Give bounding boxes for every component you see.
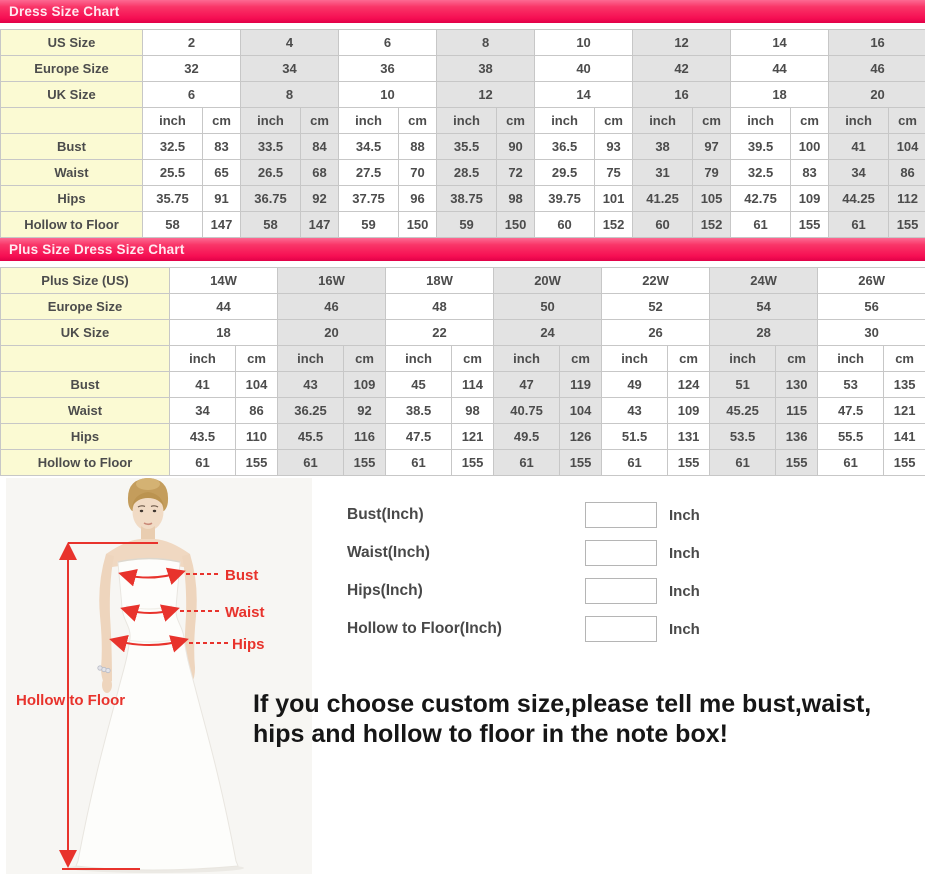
hollow-to-floor-input[interactable]	[585, 616, 657, 642]
measure-cell: 109	[344, 372, 386, 398]
measure-cell: 104	[560, 398, 602, 424]
size-cell: 26	[602, 320, 710, 346]
size-cell: 14	[535, 82, 633, 108]
size-cell: 12	[633, 30, 731, 56]
size-cell: 36	[339, 56, 437, 82]
measure-cell: 41	[170, 372, 236, 398]
measure-cell: 32.5	[731, 160, 791, 186]
size-cell: 22W	[602, 268, 710, 294]
measurement-guide-section	[0, 476, 925, 876]
unit-cell: inch	[386, 346, 452, 372]
size-cell: 20	[829, 82, 925, 108]
measure-cell: 53	[818, 372, 884, 398]
row-label: Hips	[1, 424, 170, 450]
size-cell: 14W	[170, 268, 278, 294]
size-cell: 38	[437, 56, 535, 82]
dress-model-photo	[0, 476, 320, 876]
unit-cell: inch	[278, 346, 344, 372]
row-label: Plus Size (US)	[1, 268, 170, 294]
measure-cell: 45	[386, 372, 452, 398]
measure-cell: 126	[560, 424, 602, 450]
measure-cell: 83	[203, 134, 241, 160]
unit-cell: inch	[143, 108, 203, 134]
measure-cell: 155	[791, 212, 829, 238]
size-cell: 18	[731, 82, 829, 108]
measure-cell: 49	[602, 372, 668, 398]
hollow-to-floor-field-row	[347, 615, 700, 643]
row-label: UK Size	[1, 320, 170, 346]
unit-cell: cm	[693, 108, 731, 134]
measure-cell: 155	[884, 450, 925, 476]
table-row	[1, 398, 925, 424]
measure-cell: 36.5	[535, 134, 595, 160]
measure-cell: 121	[884, 398, 925, 424]
measure-cell: 43	[278, 372, 344, 398]
table-row	[1, 212, 925, 238]
size-cell: 44	[170, 294, 278, 320]
unit-cell: inch	[170, 346, 236, 372]
size-cell: 16W	[278, 268, 386, 294]
size-cell: 46	[829, 56, 925, 82]
size-cell: 24W	[710, 268, 818, 294]
measure-cell: 61	[710, 450, 776, 476]
custom-size-form	[347, 501, 700, 653]
hips-annotation-label: Hips	[232, 636, 265, 653]
size-cell: 16	[829, 30, 925, 56]
measure-cell: 42.75	[731, 186, 791, 212]
measure-cell: 60	[535, 212, 595, 238]
measure-cell: 27.5	[339, 160, 399, 186]
measure-cell: 47	[494, 372, 560, 398]
measure-cell: 43	[602, 398, 668, 424]
size-cell: 40	[535, 56, 633, 82]
hips-field-label: Hips(Inch)	[347, 582, 585, 600]
row-label: US Size	[1, 30, 143, 56]
measure-cell: 155	[776, 450, 818, 476]
hips-field-row	[347, 577, 700, 605]
measure-cell: 104	[236, 372, 278, 398]
size-cell: 42	[633, 56, 731, 82]
measure-cell: 61	[386, 450, 452, 476]
measure-cell: 83	[791, 160, 829, 186]
measure-cell: 60	[633, 212, 693, 238]
measure-cell: 47.5	[386, 424, 452, 450]
bust-field-row	[347, 501, 700, 529]
size-cell: 18W	[386, 268, 494, 294]
row-label: Hollow to Floor	[1, 212, 143, 238]
measure-cell: 155	[344, 450, 386, 476]
measure-cell: 79	[693, 160, 731, 186]
row-label: Bust	[1, 134, 143, 160]
table-row	[1, 134, 925, 160]
measure-cell: 32.5	[143, 134, 203, 160]
measure-cell: 147	[203, 212, 241, 238]
measure-cell: 59	[339, 212, 399, 238]
unit-cell: cm	[884, 346, 925, 372]
unit-cell: cm	[791, 108, 829, 134]
unit-cell: inch	[633, 108, 693, 134]
measure-cell: 36.25	[278, 398, 344, 424]
measure-cell: 61	[494, 450, 560, 476]
dress-size-chart-header: Dress Size Chart	[0, 0, 925, 23]
measure-cell: 155	[668, 450, 710, 476]
unit-cell: cm	[497, 108, 535, 134]
size-cell: 20W	[494, 268, 602, 294]
row-label: Bust	[1, 372, 170, 398]
measure-cell: 93	[595, 134, 633, 160]
measure-cell: 155	[236, 450, 278, 476]
unit-cell: inch	[494, 346, 560, 372]
size-cell: 26W	[818, 268, 925, 294]
row-label: Waist	[1, 160, 143, 186]
size-cell: 46	[278, 294, 386, 320]
measure-cell: 86	[889, 160, 925, 186]
hips-unit-label: Inch	[669, 583, 700, 600]
size-cell: 10	[339, 82, 437, 108]
measure-cell: 37.75	[339, 186, 399, 212]
measure-cell: 155	[889, 212, 925, 238]
bust-input[interactable]	[585, 502, 657, 528]
size-cell: 12	[437, 82, 535, 108]
plus-size-chart-header: Plus Size Dress Size Chart	[0, 238, 925, 261]
measure-cell: 31	[633, 160, 693, 186]
unit-cell: cm	[776, 346, 818, 372]
unit-cell: cm	[668, 346, 710, 372]
measure-cell: 53.5	[710, 424, 776, 450]
measure-cell: 47.5	[818, 398, 884, 424]
measure-cell: 119	[560, 372, 602, 398]
measure-cell: 61	[278, 450, 344, 476]
measure-cell: 101	[595, 186, 633, 212]
measure-cell: 110	[236, 424, 278, 450]
size-cell: 56	[818, 294, 925, 320]
measure-cell: 61	[170, 450, 236, 476]
measure-cell: 38.75	[437, 186, 497, 212]
measure-cell: 116	[344, 424, 386, 450]
custom-size-note-line2: hips and hollow to floor in the note box!	[253, 719, 871, 749]
hollow-to-floor-annotation-label: Hollow to Floor	[16, 692, 125, 709]
measure-cell: 28.5	[437, 160, 497, 186]
table-row	[1, 320, 925, 346]
unit-cell: inch	[437, 108, 497, 134]
row-label: Europe Size	[1, 294, 170, 320]
units-row	[1, 108, 925, 134]
measure-cell: 86	[236, 398, 278, 424]
measure-cell: 40.75	[494, 398, 560, 424]
custom-size-note-line1: If you choose custom size,please tell me bust,waist,	[253, 689, 871, 719]
measure-cell: 39.5	[731, 134, 791, 160]
measure-cell: 84	[301, 134, 339, 160]
measure-cell: 61	[731, 212, 791, 238]
measure-cell: 152	[595, 212, 633, 238]
measure-cell: 45.5	[278, 424, 344, 450]
measure-cell: 38	[633, 134, 693, 160]
measure-cell: 97	[693, 134, 731, 160]
size-cell: 34	[241, 56, 339, 82]
size-cell: 24	[494, 320, 602, 346]
measure-cell: 39.75	[535, 186, 595, 212]
size-cell: 8	[437, 30, 535, 56]
measure-cell: 34	[829, 160, 889, 186]
waist-field-row	[347, 539, 700, 567]
measure-cell: 35.75	[143, 186, 203, 212]
waist-annotation-label: Waist	[225, 604, 264, 621]
unit-cell: cm	[889, 108, 925, 134]
measure-cell: 131	[668, 424, 710, 450]
measure-cell: 109	[791, 186, 829, 212]
size-cell: 44	[731, 56, 829, 82]
measure-cell: 45.25	[710, 398, 776, 424]
measure-cell: 152	[693, 212, 731, 238]
measure-cell: 35.5	[437, 134, 497, 160]
measure-cell: 104	[889, 134, 925, 160]
measure-cell: 109	[668, 398, 710, 424]
size-cell: 10	[535, 30, 633, 56]
unit-cell: inch	[710, 346, 776, 372]
unit-cell: cm	[236, 346, 278, 372]
measure-cell: 29.5	[535, 160, 595, 186]
measure-cell: 65	[203, 160, 241, 186]
hollow-to-floor-field-label: Hollow to Floor(Inch)	[347, 620, 585, 638]
measure-cell: 51.5	[602, 424, 668, 450]
size-cell: 18	[170, 320, 278, 346]
size-cell: 20	[278, 320, 386, 346]
unit-cell: cm	[344, 346, 386, 372]
row-label: UK Size	[1, 82, 143, 108]
unit-cell: inch	[339, 108, 399, 134]
unit-cell: cm	[301, 108, 339, 134]
table-row	[1, 372, 925, 398]
measure-cell: 92	[344, 398, 386, 424]
row-label: Waist	[1, 398, 170, 424]
measure-cell: 34	[170, 398, 236, 424]
table-row	[1, 30, 925, 56]
unit-cell: inch	[602, 346, 668, 372]
unit-cell: inch	[535, 108, 595, 134]
measure-cell: 33.5	[241, 134, 301, 160]
measure-cell: 41.25	[633, 186, 693, 212]
plus-size-dress-table	[0, 267, 925, 476]
measure-cell: 147	[301, 212, 339, 238]
measure-cell: 61	[602, 450, 668, 476]
size-cell: 8	[241, 82, 339, 108]
measure-cell: 44.25	[829, 186, 889, 212]
measure-cell: 70	[399, 160, 437, 186]
measure-cell: 88	[399, 134, 437, 160]
table-row	[1, 294, 925, 320]
measure-cell: 38.5	[386, 398, 452, 424]
measure-cell: 135	[884, 372, 925, 398]
unit-cell: inch	[829, 108, 889, 134]
measure-cell: 91	[203, 186, 241, 212]
size-cell: 32	[143, 56, 241, 82]
measure-cell: 115	[776, 398, 818, 424]
measure-cell: 96	[399, 186, 437, 212]
measure-cell: 114	[452, 372, 494, 398]
dress-size-table	[0, 29, 925, 238]
size-cell: 6	[339, 30, 437, 56]
measure-cell: 25.5	[143, 160, 203, 186]
unit-cell: inch	[241, 108, 301, 134]
bust-unit-label: Inch	[669, 507, 700, 524]
measure-cell: 105	[693, 186, 731, 212]
table-row	[1, 82, 925, 108]
waist-field-label: Waist(Inch)	[347, 544, 585, 562]
measure-cell: 36.75	[241, 186, 301, 212]
size-cell: 54	[710, 294, 818, 320]
measure-cell: 141	[884, 424, 925, 450]
table-row	[1, 186, 925, 212]
unit-cell: inch	[818, 346, 884, 372]
size-cell: 30	[818, 320, 925, 346]
size-cell: 52	[602, 294, 710, 320]
waist-input[interactable]	[585, 540, 657, 566]
measure-cell: 98	[452, 398, 494, 424]
waist-unit-label: Inch	[669, 545, 700, 562]
unit-cell: cm	[452, 346, 494, 372]
measure-cell: 136	[776, 424, 818, 450]
measure-cell: 112	[889, 186, 925, 212]
hollow-to-floor-unit-label: Inch	[669, 621, 700, 638]
size-cell: 2	[143, 30, 241, 56]
measure-cell: 124	[668, 372, 710, 398]
measure-cell: 49.5	[494, 424, 560, 450]
measure-cell: 58	[241, 212, 301, 238]
unit-cell: inch	[731, 108, 791, 134]
measure-cell: 92	[301, 186, 339, 212]
measure-cell: 150	[399, 212, 437, 238]
measure-cell: 68	[301, 160, 339, 186]
table-row	[1, 268, 925, 294]
row-label: Hips	[1, 186, 143, 212]
custom-size-note	[253, 689, 871, 749]
table-row	[1, 424, 925, 450]
row-label: Hollow to Floor	[1, 450, 170, 476]
measure-cell: 41	[829, 134, 889, 160]
measure-cell: 61	[829, 212, 889, 238]
measure-cell: 90	[497, 134, 535, 160]
measure-cell: 26.5	[241, 160, 301, 186]
measure-cell: 34.5	[339, 134, 399, 160]
measure-cell: 61	[818, 450, 884, 476]
unit-cell: cm	[203, 108, 241, 134]
measure-cell: 155	[560, 450, 602, 476]
unit-cell: cm	[595, 108, 633, 134]
measure-cell: 100	[791, 134, 829, 160]
measure-cell: 130	[776, 372, 818, 398]
size-cell: 48	[386, 294, 494, 320]
hips-input[interactable]	[585, 578, 657, 604]
table-row	[1, 160, 925, 186]
row-label	[1, 346, 170, 372]
measure-cell: 121	[452, 424, 494, 450]
measure-cell: 155	[452, 450, 494, 476]
measure-cell: 58	[143, 212, 203, 238]
measure-cell: 59	[437, 212, 497, 238]
measure-cell: 98	[497, 186, 535, 212]
unit-cell: cm	[560, 346, 602, 372]
size-cell: 14	[731, 30, 829, 56]
size-cell: 50	[494, 294, 602, 320]
table-row	[1, 56, 925, 82]
measure-cell: 75	[595, 160, 633, 186]
measure-cell: 55.5	[818, 424, 884, 450]
row-label	[1, 108, 143, 134]
measure-cell: 43.5	[170, 424, 236, 450]
size-cell: 22	[386, 320, 494, 346]
size-cell: 16	[633, 82, 731, 108]
row-label: Europe Size	[1, 56, 143, 82]
size-cell: 28	[710, 320, 818, 346]
units-row	[1, 346, 925, 372]
size-cell: 6	[143, 82, 241, 108]
table-row	[1, 450, 925, 476]
unit-cell: cm	[399, 108, 437, 134]
measure-cell: 72	[497, 160, 535, 186]
bust-annotation-label: Bust	[225, 567, 258, 584]
bust-field-label: Bust(Inch)	[347, 506, 585, 524]
measure-cell: 51	[710, 372, 776, 398]
measure-cell: 150	[497, 212, 535, 238]
size-cell: 4	[241, 30, 339, 56]
